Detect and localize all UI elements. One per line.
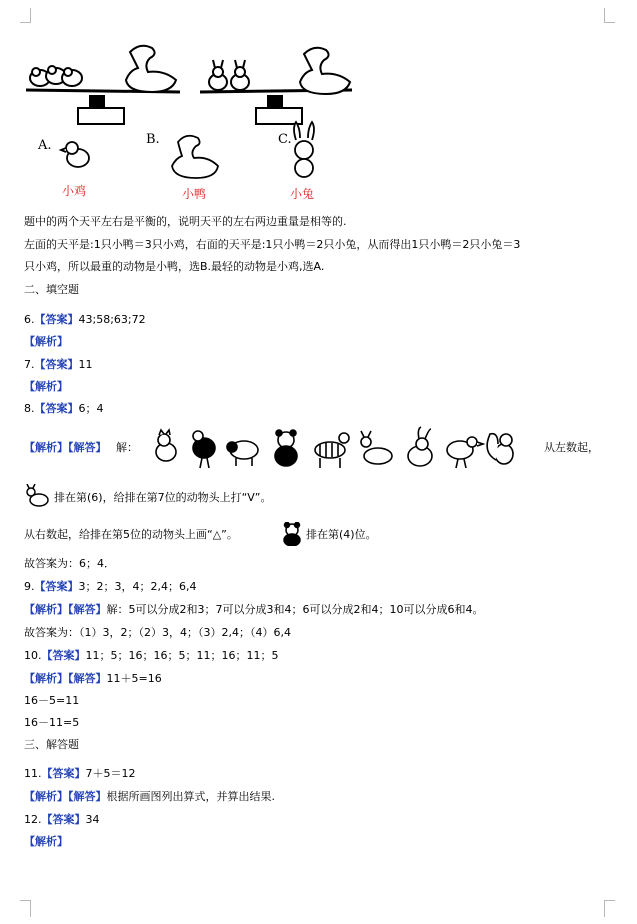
rooster-icon [193, 431, 215, 468]
q6-answer: 43;58;63;72 [78, 313, 146, 326]
duck-on-left-scale [126, 46, 176, 92]
q11-answer-tag: 【答案】 [41, 767, 86, 780]
deer-icon [24, 484, 50, 508]
q8-answer: 6；4 [78, 402, 104, 415]
q11-analysis: 根据所画图列出算式，并算出结果. [106, 790, 275, 803]
caption-chick: 小鸡 [62, 184, 87, 198]
q10-analysis-row [24, 671, 162, 687]
q5-explanation-line1: 题中的两个天平左右是平衡的，说明天平的左右两边重量是相等的. [24, 215, 347, 228]
cat-icon [156, 430, 176, 461]
q10-answer-tag: 【答案】 [41, 649, 86, 662]
q8-answer-tag: 【答案】 [34, 402, 79, 415]
section-heading-fill-in: 二、填空题 [24, 283, 79, 296]
squirrel-icon [487, 434, 513, 464]
q11-answer: 7＋5＝12 [85, 767, 136, 780]
q9-analysis-row [24, 602, 483, 618]
q7-answer-tag: 【答案】 [34, 358, 79, 371]
q7-number: 7. [24, 358, 35, 371]
q9-answer-row [24, 579, 196, 595]
bird-icon [447, 437, 483, 468]
crop-mark-bottom-left [20, 900, 31, 917]
deer-icon [361, 431, 392, 464]
left-balance-scale [26, 46, 180, 124]
q6-answer-tag: 【答案】 [34, 313, 79, 326]
q7-analysis-row [24, 379, 68, 395]
q9-answer-tag: 【答案】 [34, 580, 79, 593]
q9-answer: 3；2；3，4；2,4；6,4 [78, 580, 197, 593]
q10-equation-1: 11＋5=16 [106, 672, 162, 685]
q11-analysis-tags: 【解析】【解答】 [24, 790, 107, 803]
q10-answer: 11；5；16；16；5；11；16；11；5 [85, 649, 279, 662]
option-a-label: A. [38, 138, 52, 153]
q12-answer-tag: 【答案】 [41, 813, 86, 826]
q8-conclusion: 故答案为：6；4． [24, 557, 115, 570]
panda-icon [280, 522, 304, 546]
right-balance-scale [200, 48, 352, 124]
q7-answer: 11 [78, 358, 93, 371]
q8-answer-row [24, 401, 104, 417]
q5-explanation-line3: 只小鸡，所以最重的动物是小鸭，选B.最轻的动物是小鸡,选A. [24, 260, 325, 273]
q11-analysis-row [24, 789, 275, 805]
option-b-label: B. [146, 132, 160, 147]
q9-number: 9. [24, 580, 35, 593]
q12-analysis-row [24, 834, 68, 850]
panda-icon [275, 430, 297, 466]
q6-analysis-row [24, 334, 68, 350]
zebra-icon [315, 433, 349, 468]
q10-equation-3: 16－11=5 [24, 716, 80, 729]
q9-conclusion: 故答案为：（1）3，2；（2）3，4；（3）2,4；（4）6,4 [24, 626, 291, 639]
duck-option-picture [172, 136, 218, 178]
q6-analysis-tag: 【解析】 [24, 335, 68, 348]
q12-answer-row [24, 812, 100, 828]
crop-mark-bottom-right [604, 900, 615, 917]
rabbit-icon [408, 427, 432, 466]
option-c-label: C. [278, 132, 292, 147]
q12-answer: 34 [85, 813, 100, 826]
q9-analysis-tags: 【解析】【解答】 [24, 603, 107, 616]
caption-rabbit: 小兔 [290, 187, 315, 201]
q8-number: 8. [24, 402, 35, 415]
q10-equation-2: 16－5=11 [24, 694, 80, 707]
q8-solve-label: 解： [116, 441, 138, 454]
rabbit-option-picture [294, 122, 314, 177]
q6-answer-row [24, 312, 146, 328]
q7-analysis-tag: 【解析】 [24, 380, 68, 393]
q9-analysis: 解：5可以分成2和3；7可以分成3和4；6可以分成2和4；10可以分成6和4。 [106, 603, 484, 616]
q11-answer-row [24, 766, 136, 782]
q6-number: 6. [24, 313, 35, 326]
q10-analysis-tags: 【解析】【解答】 [24, 672, 107, 685]
animal-row-picture [152, 426, 538, 472]
q8-analysis-row [24, 440, 138, 456]
q8-rank-line: 排在第(6)，给排在第7位的动物头上打“V”。 [54, 491, 272, 504]
q7-answer-row [24, 357, 93, 373]
q10-number: 10. [24, 649, 42, 662]
section-heading-problems: 三、解答题 [24, 738, 79, 751]
q8-analysis-tags: 【解析】【解答】 [24, 441, 107, 454]
balance-scales-figure [0, 0, 637, 210]
q12-analysis-tag: 【解析】 [24, 835, 68, 848]
caption-duck: 小鸭 [182, 187, 207, 201]
pig-icon [227, 441, 258, 466]
q10-answer-row [24, 648, 278, 664]
q8-rank-result: 排在第(4)位。 [306, 528, 377, 541]
q5-explanation-line2: 左面的天平是:1只小鸭＝3只小鸡，右面的天平是:1只小鸭＝2只小兔，从而得出1只小鸭＝2只小兔＝3 [24, 238, 521, 251]
q8-from-left: 从左数起， [544, 441, 599, 454]
q8-from-right-text: 从右数起，给排在第5位的动物头上画“△”。 [24, 528, 238, 541]
chick-option-picture [61, 142, 89, 167]
q11-number: 11. [24, 767, 42, 780]
duck-on-right-scale [300, 48, 350, 94]
q12-number: 12. [24, 813, 42, 826]
